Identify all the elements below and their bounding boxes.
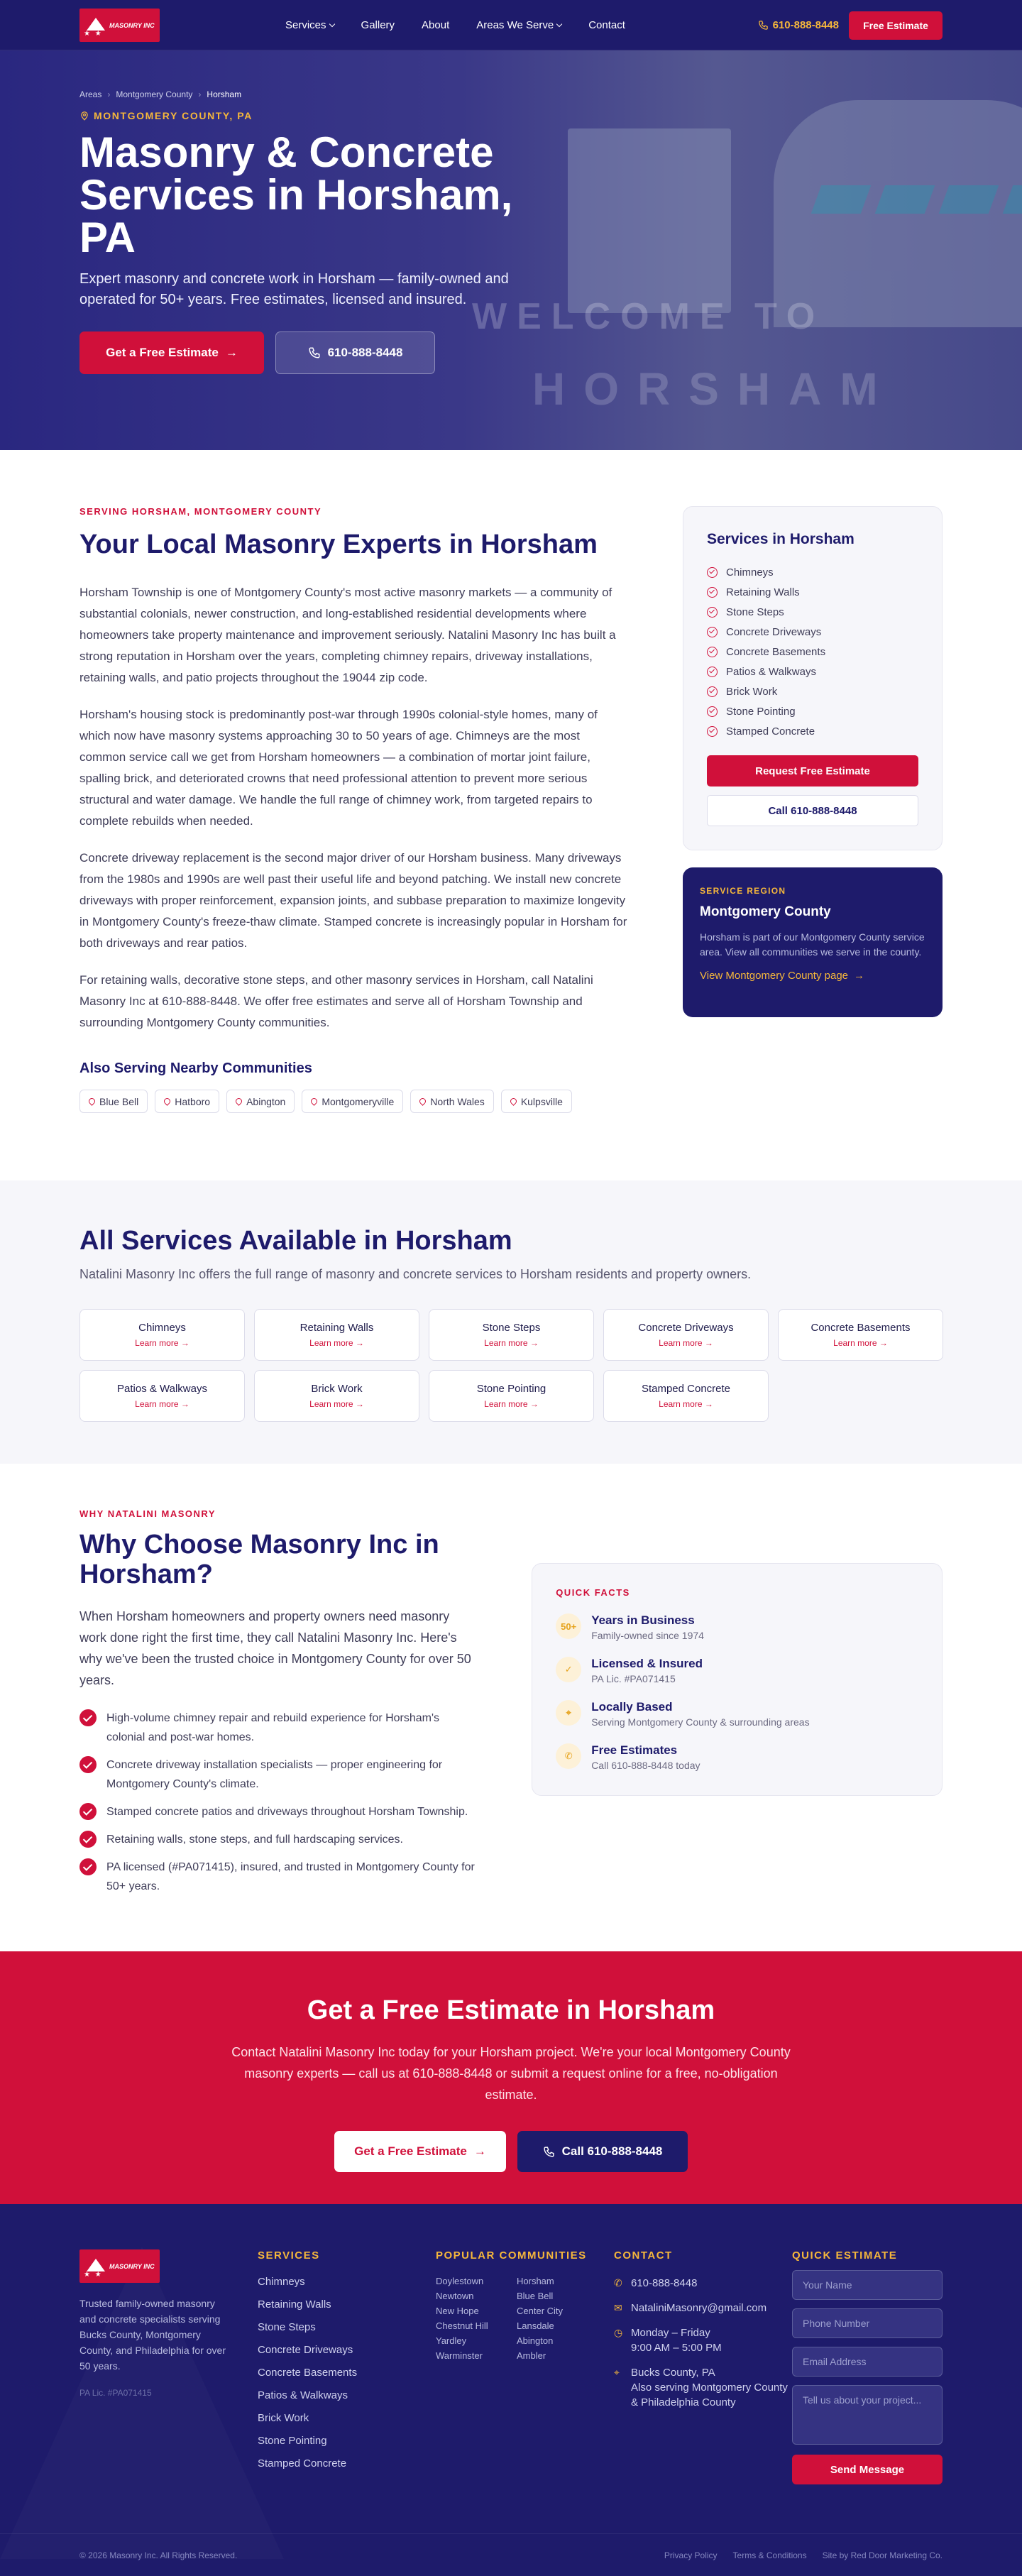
check-circle-icon: [707, 567, 718, 578]
location-pin-icon: [418, 1097, 427, 1106]
location-pin-icon: [87, 1097, 97, 1106]
point-text: High-volume chimney repair and rebuild experience for Horsham's colonial and post-war homes.: [106, 1712, 440, 1743]
hours-line: 9:00 AM – 5:00 PM: [631, 2342, 722, 2354]
tile-name: Concrete Basements: [811, 1322, 911, 1334]
fact-sub: Serving Montgomery County & surrounding areas: [591, 1716, 810, 1728]
arrow-right-icon: →: [854, 970, 865, 982]
all-services-section: [0, 1180, 1022, 1464]
footer-link[interactable]: Yardley: [436, 2335, 467, 2346]
footer-heading: SERVICES: [258, 2249, 320, 2262]
learn-more-link[interactable]: Learn more →: [659, 1399, 713, 1409]
services-card-title: Services in Horsham: [707, 531, 855, 547]
check-circle-icon: [707, 647, 718, 657]
footer-link[interactable]: Concrete Basements: [258, 2367, 358, 2379]
section-kicker: SERVING HORSHAM, MONTGOMERY COUNTY: [79, 506, 322, 517]
section-kicker: WHY NATALINI MASONRY: [79, 1508, 216, 1519]
region-link[interactable]: [700, 970, 925, 982]
footer-bottom-bar: [0, 2533, 1022, 2576]
service-item: [707, 622, 918, 642]
nearby-chips: [79, 1090, 629, 1113]
years-badge-icon: 50+: [556, 1613, 581, 1639]
button-label: Call 610-888-8448: [561, 2144, 663, 2158]
contact-text: [631, 2365, 788, 2410]
why-intro: When Horsham homeowners and property owners need masonry work done right the first time, they call Natalini Masonry Inc. Here's why we've been the trusted choice in Montgomery County for over 50 years.: [79, 1609, 471, 1687]
cta-estimate-button[interactable]: [334, 2131, 506, 2172]
fact-item: [556, 1700, 918, 1728]
arrow-right-icon: →: [473, 2144, 486, 2158]
site-footer: [0, 2204, 1022, 2576]
service-item: [707, 582, 918, 602]
header-phone-text: 610-888-8448: [772, 19, 839, 31]
hero-bg-sign: WELCOME TO: [472, 296, 825, 337]
request-estimate-button[interactable]: Request Free Estimate: [707, 755, 918, 786]
services-grid: [79, 1309, 943, 1422]
button-label: 610-888-8448: [327, 346, 403, 359]
hero-actions: [79, 331, 943, 374]
footer-services: [258, 2249, 436, 2484]
why-point: [79, 1858, 478, 1896]
service-item: [707, 681, 918, 701]
footer-link[interactable]: Abington: [517, 2335, 554, 2346]
why-choose-section: [0, 1464, 1022, 1951]
check-icon: ✓: [556, 1657, 581, 1682]
phone-icon: ✆: [614, 2277, 622, 2289]
service-label: Stamped Concrete: [726, 725, 815, 738]
hero-eyebrow-text: MONTGOMERY COUNTY, PA: [94, 110, 253, 121]
service-tile[interactable]: [778, 1309, 943, 1361]
why-point: [79, 1709, 478, 1747]
location-pin-icon: [509, 1097, 518, 1106]
footer-heading: POPULAR COMMUNITIES: [436, 2249, 587, 2262]
section-title: All Services Available in Horsham: [79, 1226, 512, 1256]
footer-link[interactable]: Lansdale: [517, 2320, 554, 2331]
breadcrumb-item[interactable]: Montgomery County: [116, 89, 193, 99]
fact-sub: PA Lic. #PA071415: [591, 1673, 676, 1684]
service-item: [707, 721, 918, 741]
point-text: Stamped concrete patios and driveways throughout Horsham Township.: [106, 1806, 468, 1818]
footer-logo[interactable]: [79, 2249, 160, 2283]
check-circle-icon: [79, 1831, 97, 1848]
breadcrumb-item[interactable]: Areas: [79, 89, 102, 99]
fact-item: [556, 1657, 918, 1684]
footer-link[interactable]: Concrete Driveways: [258, 2344, 353, 2356]
breadcrumb-current: Horsham: [207, 89, 242, 99]
nav-label: Services: [285, 19, 326, 31]
chip-label: Abington: [246, 1095, 286, 1107]
location-pin-icon: ⌖: [614, 2367, 620, 2378]
call-button[interactable]: Call 610-888-8448: [707, 795, 918, 826]
tile-name: Concrete Driveways: [638, 1322, 734, 1334]
intro-content: [79, 506, 629, 1113]
body-paragraph: Horsham's housing stock is predominantly post-war through 1990s colonial-style homes, many of which now have masonry systems approaching 30 to 50 years of age. Chimneys are the most common service call we get from Horsham homeowners — a combination of mortar joint failure, spalling brick, and deteriorated crowns that need professional attention to prevent more serious structural and water damage. We handle the full range of chimney work, from targeted repairs to complete rebuilds when needed.: [79, 708, 598, 828]
service-item: [707, 562, 918, 582]
body-paragraph: Horsham Township is one of Montgomery County's most active masonry markets — a community of substantial colonials, newer construction, and long-established residential developments where homeowners take property maintenance and improvement seriously. Natalini Masonry Inc has built a strong reputation in Horsham over the years, completing chimney repairs, driveway installations, retaining walls, and patio projects throughout the 19044 zip code.: [79, 586, 616, 684]
footer-about: [79, 2249, 258, 2484]
hero-estimate-button[interactable]: [79, 331, 264, 374]
phone-field[interactable]: Phone Number: [792, 2308, 943, 2338]
service-label: Concrete Driveways: [726, 625, 822, 638]
footer-link[interactable]: Brick Work: [258, 2412, 309, 2424]
learn-more-link[interactable]: Learn more →: [309, 1338, 364, 1348]
service-tile[interactable]: [429, 1309, 594, 1361]
contact-phone[interactable]: [614, 2276, 792, 2291]
check-circle-icon: [707, 607, 718, 618]
chip-label: Hatboro: [175, 1095, 211, 1107]
service-tile[interactable]: [603, 1309, 769, 1361]
fact-title: Locally Based: [591, 1700, 673, 1714]
facts-label: QUICK FACTS: [556, 1587, 630, 1598]
breadcrumb: [79, 89, 943, 99]
tile-name: Chimneys: [138, 1322, 186, 1334]
point-text: Retaining walls, stone steps, and full hardscaping services.: [106, 1834, 403, 1846]
footer-link[interactable]: Blue Bell: [517, 2291, 554, 2301]
hero-bg-sign: HORSHAM: [532, 363, 896, 415]
service-tile[interactable]: [254, 1370, 419, 1422]
community-chip[interactable]: [226, 1090, 295, 1113]
check-circle-icon: [79, 1709, 97, 1726]
footer-link[interactable]: Retaining Walls: [258, 2298, 331, 2311]
cta-text: Contact Natalini Masonry Inc today for your Horsham project. We're your local Montgomery County masonry experts — call us at 610-888-8448 or submit a request online for a free, no-obligation estimate.: [231, 2045, 791, 2102]
check-circle-icon: [707, 627, 718, 637]
service-tile[interactable]: [603, 1370, 769, 1422]
service-label: Concrete Basements: [726, 645, 826, 658]
footer-link[interactable]: Center City: [517, 2306, 564, 2316]
check-circle-icon: [707, 667, 718, 677]
learn-more-link[interactable]: Learn more →: [135, 1338, 189, 1348]
phone-icon: ✆: [556, 1743, 581, 1769]
nearby-communities: [79, 1060, 629, 1113]
hours-line: Monday – Friday: [631, 2327, 710, 2339]
nav-gallery[interactable]: [361, 19, 395, 31]
phone-icon: [758, 20, 769, 31]
fact-title: Years in Business: [591, 1613, 695, 1627]
header-estimate-button[interactable]: Free Estimate: [849, 11, 943, 40]
check-circle-icon: [707, 726, 718, 737]
footer-communities: [436, 2249, 614, 2484]
location-pin-icon: [163, 1097, 172, 1106]
privacy-link[interactable]: Privacy Policy: [664, 2550, 718, 2560]
link-label: View Montgomery County page: [700, 970, 849, 982]
service-label: Stone Pointing: [726, 705, 796, 718]
why-points: [79, 1709, 478, 1896]
service-label: Retaining Walls: [726, 586, 800, 598]
fact-item: [556, 1743, 918, 1771]
learn-more-link[interactable]: Learn more →: [484, 1338, 539, 1348]
send-message-button[interactable]: Send Message: [792, 2455, 943, 2484]
contact-text: 610-888-8448: [631, 2277, 698, 2289]
community-chip[interactable]: [501, 1090, 572, 1113]
location-line: & Philadelphia County: [631, 2396, 736, 2408]
tile-name: Brick Work: [311, 1383, 363, 1395]
why-point: [79, 1755, 478, 1794]
check-circle-icon: [707, 706, 718, 717]
community-chip[interactable]: [302, 1090, 403, 1113]
credit-link[interactable]: Site by Red Door Marketing Co.: [822, 2550, 943, 2560]
footer-link[interactable]: Stamped Concrete: [258, 2457, 347, 2470]
region-text: Horsham is part of our Montgomery County service area. View all communities we serve in the county.: [700, 931, 925, 958]
service-tile[interactable]: [79, 1309, 245, 1361]
logo-text: MASONRY INC: [109, 2262, 155, 2270]
why-content: [79, 1508, 478, 1904]
clock-icon: ◷: [614, 2327, 623, 2338]
body-paragraph: Concrete driveway replacement is the second major driver of our Horsham business. Many driveways from the 1980s and 1990s are well past their useful life and beyond patching. We install new concrete driveways with proper reinforcement, expansion joints, and subbase preparation to maximize longevity in Montgomery County's freeze-thaw climate. Stamped concrete is increasingly popular in Horsham for both driveways and rear patios.: [79, 851, 627, 950]
tile-name: Patios & Walkways: [117, 1383, 207, 1395]
service-label: Stone Steps: [726, 605, 784, 618]
local-experts-section: [0, 450, 1022, 1180]
nav-about[interactable]: [422, 19, 449, 31]
check-circle-icon: [79, 1803, 97, 1820]
hero-phone-button[interactable]: [275, 331, 435, 374]
check-circle-icon: [79, 1756, 97, 1773]
page-title: Masonry & Concrete Services in Horsham, PA: [79, 128, 513, 261]
location-pin-icon: [234, 1097, 243, 1106]
nav-areas[interactable]: [476, 19, 561, 31]
learn-more-link[interactable]: Learn more →: [659, 1338, 713, 1348]
chip-label: Montgomeryville: [322, 1095, 395, 1107]
section-subtitle: Natalini Masonry Inc offers the full range of masonry and concrete services to Horsham residents and property owners.: [79, 1267, 752, 1281]
logo-mark-icon: [84, 2254, 108, 2279]
fact-sub: Call 610-888-8448 today: [591, 1760, 700, 1771]
section-title: Your Local Masonry Experts in Horsham: [79, 530, 598, 559]
chevron-down-icon: [556, 21, 562, 27]
service-label: Patios & Walkways: [726, 665, 816, 678]
learn-more-link[interactable]: Learn more →: [309, 1399, 364, 1409]
cta-call-button[interactable]: [517, 2131, 688, 2172]
service-region-card: [683, 867, 943, 1017]
footer-link[interactable]: Ambler: [517, 2350, 546, 2361]
service-item: [707, 662, 918, 681]
mail-icon: ✉: [614, 2302, 622, 2313]
learn-more-link[interactable]: Learn more →: [833, 1338, 888, 1348]
footer-services-list: [258, 2276, 436, 2480]
check-circle-icon: [707, 587, 718, 598]
learn-more-link[interactable]: Learn more →: [135, 1399, 189, 1409]
nearby-title: Also Serving Nearby Communities: [79, 1060, 312, 1076]
hero: [0, 50, 1022, 450]
chip-label: Blue Bell: [99, 1095, 139, 1107]
terms-link[interactable]: Terms & Conditions: [732, 2550, 807, 2560]
footer-contact-list: [614, 2276, 792, 2410]
name-field[interactable]: Your Name: [792, 2270, 943, 2300]
fact-item: [556, 1613, 918, 1641]
tile-name: Stone Pointing: [476, 1383, 546, 1395]
chip-label: North Wales: [430, 1095, 485, 1107]
point-text: PA licensed (#PA071415), insured, and trusted in Montgomery County for 50+ years.: [106, 1861, 475, 1892]
tile-name: Retaining Walls: [300, 1322, 374, 1334]
footer-link[interactable]: Stone Steps: [258, 2321, 316, 2333]
fact-title: Licensed & Insured: [591, 1657, 703, 1670]
section-title: Why Choose Masonry Inc in Horsham?: [79, 1530, 439, 1589]
footer-license: PA Lic. #PA071415: [79, 2388, 152, 2398]
copyright: © 2026 Masonry Inc. All Rights Reserved.: [79, 2550, 238, 2560]
nav-services[interactable]: [285, 19, 334, 31]
header-phone-link[interactable]: [758, 19, 839, 31]
footer-link[interactable]: Chestnut Hill: [436, 2320, 488, 2331]
service-item: [707, 602, 918, 622]
why-point: [79, 1830, 478, 1849]
arrow-right-icon: →: [225, 346, 238, 359]
service-tile[interactable]: [254, 1309, 419, 1361]
sidebar: [683, 506, 943, 1113]
learn-more-link[interactable]: Learn more →: [484, 1399, 539, 1409]
location-line: Also serving Montgomery County: [631, 2382, 788, 2394]
services-card: [683, 506, 943, 850]
contact-text: [631, 2325, 722, 2355]
footer-communities-grid: [436, 2276, 614, 2361]
check-circle-icon: [707, 686, 718, 697]
quick-facts-card: [532, 1563, 943, 1796]
check-circle-icon: [79, 1858, 97, 1875]
footer-link[interactable]: Warminster: [436, 2350, 483, 2361]
point-text: Concrete driveway installation specialists — proper engineering for Montgomery County's climate.: [106, 1759, 443, 1790]
footer-heading: QUICK ESTIMATE: [792, 2249, 898, 2262]
chip-label: Kulpsville: [520, 1095, 563, 1107]
footer-quick-estimate: [792, 2249, 943, 2484]
footer-link[interactable]: New Hope: [436, 2306, 479, 2316]
services-card-list: [707, 562, 918, 741]
location-line: Bucks County, PA: [631, 2367, 715, 2379]
main-nav: [285, 19, 625, 31]
site-logo[interactable]: [79, 9, 160, 42]
nav-label: About: [422, 19, 450, 31]
tile-name: Stamped Concrete: [641, 1383, 731, 1395]
nav-label: Contact: [588, 19, 625, 31]
footer-about-text: Trusted family-owned masonry and concrete specialists serving Bucks County, Montgomery County, and Philadelphia for over 50 years.: [79, 2298, 226, 2372]
message-field[interactable]: Tell us about your project...: [792, 2385, 943, 2445]
footer-contact: [614, 2249, 792, 2484]
logo-text: MASONRY INC: [109, 21, 155, 29]
tile-name: Stone Steps: [482, 1322, 541, 1334]
service-label: Brick Work: [726, 685, 778, 698]
breadcrumb-separator: ›: [198, 89, 202, 99]
hero-lead: Expert masonry and concrete work in Horsham — family-owned and operated for 50+ years. Free estimates, licensed and insured.: [79, 271, 509, 307]
footer-link[interactable]: Newtown: [436, 2291, 474, 2301]
site-header: [0, 0, 1022, 50]
button-label: Get a Free Estimate: [354, 2144, 467, 2158]
contact-hours: [614, 2325, 792, 2355]
service-item: [707, 701, 918, 721]
body-paragraph: For retaining walls, decorative stone steps, and other masonry services in Horsham, call Natalini Masonry Inc at 610-888-8448. We offer free estimates and serve all of Horsham Township and surrounding Montgomery County communities.: [79, 973, 593, 1029]
nav-label: Areas We Serve: [476, 19, 554, 31]
legal-links: [664, 2550, 943, 2560]
location-pin-icon: [309, 1097, 319, 1106]
service-tile[interactable]: [79, 1370, 245, 1422]
footer-link[interactable]: Doylestown: [436, 2276, 484, 2286]
footer-link[interactable]: Chimneys: [258, 2276, 305, 2288]
location-pin-icon: ⌖: [556, 1700, 581, 1726]
fact-sub: Family-owned since 1974: [591, 1630, 704, 1641]
cta-actions: [0, 2131, 1022, 2172]
service-tile[interactable]: [429, 1370, 594, 1422]
cta-section: [0, 1951, 1022, 2204]
logo-mark-icon: [84, 13, 108, 38]
nav-label: Gallery: [361, 19, 395, 31]
region-title: Montgomery County: [700, 904, 831, 919]
footer-heading: CONTACT: [614, 2249, 673, 2262]
location-pin-icon: [79, 111, 89, 121]
breadcrumb-separator: ›: [107, 89, 111, 99]
community-chip[interactable]: [155, 1090, 219, 1113]
button-label: Get a Free Estimate: [106, 346, 219, 359]
region-label: SERVICE REGION: [700, 886, 786, 896]
contact-email[interactable]: [614, 2301, 792, 2315]
footer-link[interactable]: Patios & Walkways: [258, 2389, 348, 2401]
fact-title: Free Estimates: [591, 1743, 678, 1757]
service-label: Chimneys: [726, 566, 774, 579]
phone-icon: [543, 2146, 555, 2158]
chevron-down-icon: [329, 21, 334, 27]
nav-contact[interactable]: [588, 19, 625, 31]
service-item: [707, 642, 918, 662]
why-point: [79, 1802, 478, 1821]
contact-text: NataliniMasonry@gmail.com: [631, 2302, 767, 2314]
community-chip[interactable]: [410, 1090, 494, 1113]
footer-link[interactable]: Stone Pointing: [258, 2435, 327, 2447]
footer-link[interactable]: Horsham: [517, 2276, 554, 2286]
email-field[interactable]: Email Address: [792, 2347, 943, 2377]
phone-icon: [308, 346, 321, 359]
community-chip[interactable]: [79, 1090, 148, 1113]
hero-eyebrow: [79, 110, 943, 121]
contact-location: [614, 2365, 792, 2410]
cta-title: Get a Free Estimate in Horsham: [307, 1995, 715, 2025]
header-actions: [758, 11, 943, 40]
